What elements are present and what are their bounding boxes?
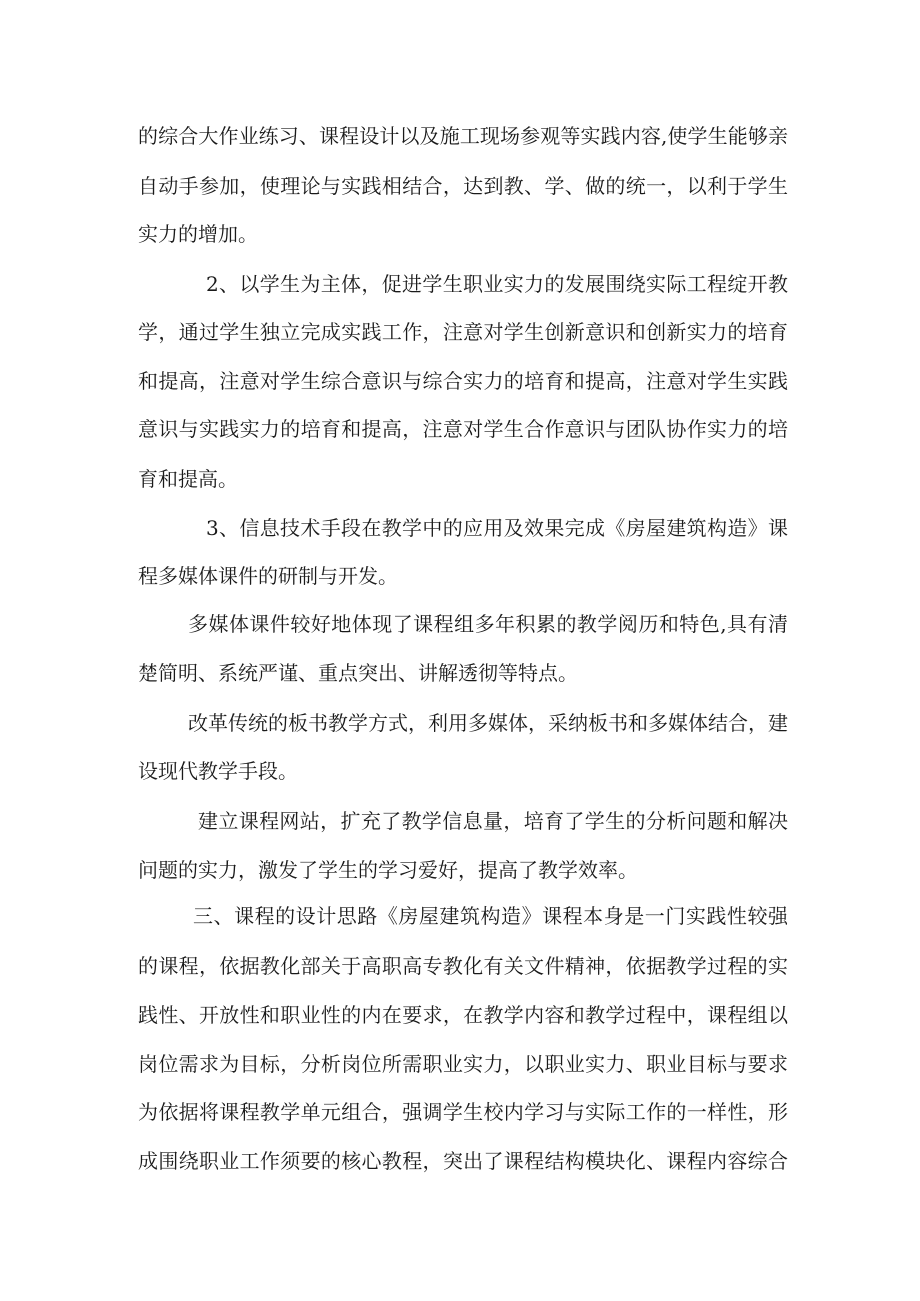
text-line: 设现代教学手段。 [138,759,298,783]
text-line: 建立课程网站，扩充了教学信息量，培育了学生的分析问题和解决 [198,809,788,833]
text-line: 的综合大作业练习、课程设计以及施工现场参观等实践内容,使学生能够亲 [138,124,788,148]
text-line: 实力的增加。 [138,222,258,246]
text-line: 自动手参加，使理论与实践相结合，达到教、学、做的统一，以利于学生 [138,174,788,198]
text-line: 成围绕职业工作须要的核心教程，突出了课程结构模块化、课程内容综合 [138,1149,788,1173]
text-line: 程多媒体课件的研制与开发。 [138,564,398,588]
text-line: 育和提高。 [138,467,238,491]
text-line: 三、课程的设计思路《房屋建筑构造》课程本身是一门实践性较强 [193,904,788,928]
text-line: 问题的实力，激发了学生的学习爱好，提高了教学效率。 [138,858,638,882]
text-line: 的课程，依据教化部关于高职高专教化有关文件精神，依据教学过程的实 [138,954,788,978]
text-line: 楚简明、系统严谨、重点突出、讲解透彻等特点。 [138,661,578,685]
text-line: 意识与实践实力的培育和提高，注意对学生合作意识与团队协作实力的培 [138,417,788,441]
text-line: 改革传统的板书教学方式，利用多媒体，采纳板书和多媒体结合，建 [188,711,788,735]
text-line: 2、以学生为主体，促进学生职业实力的发展围绕实际工程绽开教 [206,272,788,296]
text-line: 和提高，注意对学生综合意识与综合实力的培育和提高，注意对学生实践 [138,369,788,393]
text-line: 3、信息技术手段在教学中的应用及效果完成《房屋建筑构造》课 [206,516,788,540]
text-line: 多媒体课件较好地体现了课程组多年积累的教学阅历和特色,具有清 [188,612,788,636]
text-line: 践性、开放性和职业性的内在要求，在教学内容和教学过程中，课程组以 [138,1003,788,1027]
text-line: 学，通过学生独立完成实践工作，注意对学生创新意识和创新实力的培育 [138,320,788,344]
text-line: 岗位需求为目标，分析岗位所需职业实力，以职业实力、职业目标与要求 [138,1052,788,1076]
text-line: 为依据将课程教学单元组合，强调学生校内学习与实际工作的一样性，形 [138,1100,788,1124]
